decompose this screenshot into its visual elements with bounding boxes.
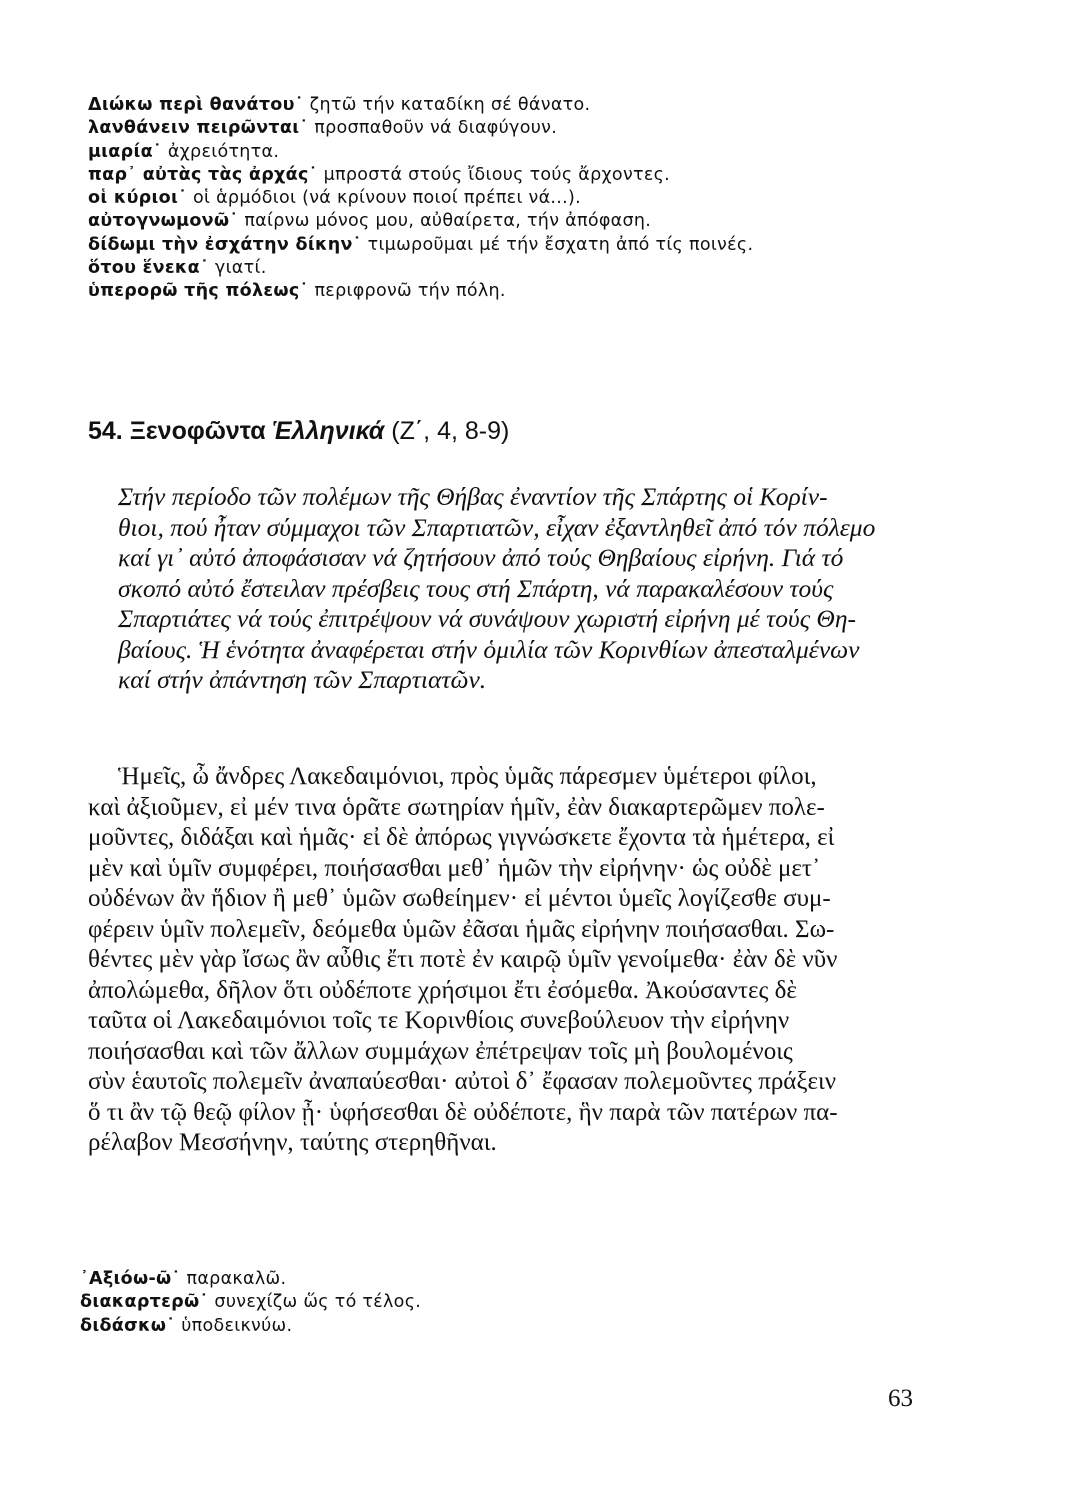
glossary-entry	[80, 1291, 980, 1314]
glossary-definition: περιφρονῶ τήν πόλη.	[314, 281, 506, 302]
glossary-entry	[88, 234, 988, 257]
glossary-definition: προσπαθοῦν νά διαφύγουν.	[314, 118, 558, 139]
glossary-definition: συνεχίζω ὥς τό τέλος.	[214, 1292, 422, 1313]
glossary-term: ὑπερορῶ τῆς πόλεως˙	[88, 281, 309, 302]
glossary-term: ᾽Αξιόω-ῶ˙	[80, 1269, 181, 1289]
intro-line: θιοι, πού ἦταν σύμμαχοι τῶν Σπαρτιατῶν, εἶχαν ἐξαντληθεῖ ἀπό τόν πόλεμο	[118, 512, 876, 542]
text-line: καὶ ἀξιοῦμεν, εἰ μέν τινα ὁρᾶτε σωτηρίαν ἡμῖν, ἐὰν διακαρτερῶμεν πολε-	[88, 793, 825, 821]
glossary-term: Διώκω περὶ θανάτου˙	[88, 95, 304, 115]
intro-line: καί γι᾽ αὐτό ἀποφάσισαν νά ζητήσουν ἀπό τούς Θηβαίους εἰρήνη. Γιά τό	[118, 543, 844, 572]
intro-line: Στήν περίοδο τῶν πολέμων τῆς Θήβας ἐναντίον τῆς Σπάρτης οἱ Κορίν-	[118, 482, 828, 511]
glossary-term: δίδωμι τὴν ἐσχάτην δίκην˙	[88, 234, 362, 255]
section-heading	[88, 416, 509, 446]
glossary-term: διακαρτερῶ˙	[80, 1292, 209, 1313]
glossary-definition: παρακαλῶ.	[186, 1269, 287, 1289]
section-work-title: Ἑλληνικά	[272, 417, 385, 445]
intro-line: καί στήν ἀπάντηση τῶν Σπαρτιατῶν.	[118, 665, 487, 694]
glossary-term: οἱ κύριοι˙	[88, 188, 188, 209]
glossary-bottom	[80, 1268, 980, 1338]
intro-line: Σπαρτιάτες νά τούς ἐπιτρέψουν νά συνάψουν χωριστή εἰρήνη μέ τούς Θη-	[118, 604, 856, 633]
glossary-term: παρ᾽ αὐτὰς τὰς ἀρχάς˙	[88, 164, 318, 185]
glossary-term: μιαρία˙	[88, 141, 162, 162]
glossary-top	[88, 94, 988, 304]
glossary-definition: οἱ ἁρμόδιοι (νά κρίνουν ποιοί πρέπει νά...).	[193, 188, 582, 209]
glossary-definition: τιμωροῦμαι μέ τήν ἔσχατη ἀπό τίς ποινές.	[367, 234, 754, 255]
text-line: ὅ τι ἂν τῷ θεῷ φίλον ᾖ· ὑφήσεσθαι δὲ οὐδέποτε, ἣν παρὰ τῶν πατέρων πα-	[88, 1098, 838, 1126]
section-reference: (Ζ΄, 4, 8-9)	[391, 417, 510, 445]
glossary-definition: ἀχρειότητα.	[167, 141, 280, 162]
ancient-greek-text	[88, 762, 988, 1159]
glossary-definition: παίρνω μόνος μου, αὐθαίρετα, τήν ἀπόφαση.	[244, 211, 652, 232]
glossary-entry	[88, 117, 988, 140]
glossary-entry	[88, 141, 988, 164]
section-author: Ξενοφῶντα	[129, 417, 266, 445]
text-line: Ἡμεῖς, ὦ ἄνδρες Λακεδαιμόνιοι, πρὸς ὑμᾶς πάρεσμεν ὑμέτεροι φίλοι,	[118, 763, 817, 790]
intro-line: βαίους. Ἡ ἑνότητα ἀναφέρεται στήν ὁμιλία τῶν Κορινθίων ἀπεσταλμένων	[118, 634, 860, 664]
text-line: ρέλαβον Μεσσήνην, ταύτης στερηθῆναι.	[88, 1129, 497, 1156]
glossary-entry	[88, 187, 988, 210]
glossary-definition: ὑποδεικνύω.	[181, 1315, 293, 1336]
glossary-definition: γιατί.	[214, 258, 267, 279]
text-line: ποιήσασθαι καὶ τῶν ἄλλων συμμάχων ἐπέτρεψαν τοῖς μὴ βουλομένοις	[88, 1037, 793, 1065]
glossary-term: διδάσκω˙	[80, 1315, 176, 1336]
glossary-entry	[80, 1268, 980, 1291]
text-line: ταῦτα οἱ Λακεδαιμόνιοι τοῖς τε Κορινθίοις συνεβούλευον τὴν εἰρήνην	[88, 1007, 790, 1034]
text-line: μὲν καὶ ὑμῖν συμφέρει, ποιήσασθαι μεθ᾽ ἡμῶν τὴν εἰρήνην· ὡς οὐδὲ μετ᾽	[88, 854, 821, 882]
glossary-term: ὅτου ἕνεκα˙	[88, 258, 210, 279]
glossary-term: λανθάνειν πειρῶνται˙	[88, 118, 309, 139]
glossary-entry	[80, 1315, 980, 1338]
glossary-entry	[88, 164, 988, 187]
glossary-entry	[88, 257, 988, 280]
intro-line: σκοπό αὐτό ἔστειλαν πρέσβεις τους στή Σπάρτη, νά παρακαλέσουν τούς	[118, 573, 834, 603]
section-number: 54.	[88, 417, 123, 445]
text-line: οὐδένων ἂν ἥδιον ἢ μεθ᾽ ὑμῶν σωθείημεν· εἰ μέντοι ὑμεῖς λογίζεσθε συμ-	[88, 885, 831, 912]
text-line: φέρειν ὑμῖν πολεμεῖν, δεόμεθα ὑμῶν ἐᾶσαι ἡμᾶς εἰρήνην ποιήσασθαι. Σω-	[88, 915, 835, 943]
glossary-entry	[88, 280, 988, 303]
glossary-definition: ζητῶ τήν καταδίκη σέ θάνατο.	[309, 95, 591, 115]
glossary-term: αὐτογνωμονῶ˙	[88, 211, 239, 232]
page-number: 63	[888, 1385, 913, 1412]
text-line: θέντες μὲν γὰρ ἴσως ἂν αὖθις ἔτι ποτὲ ἐν καιρῷ ὑμῖν γενοίμεθα· ἐὰν δὲ νῦν	[88, 946, 838, 973]
glossary-definition: μπροστά στούς ἴδιους τούς ἄρχοντες.	[323, 164, 671, 185]
text-line: ἀπολώμεθα, δῆλον ὅτι οὐδέποτε χρήσιμοι ἔτι ἐσόμεθα. Ἀκούσαντες δὲ	[88, 976, 797, 1004]
text-line: σὺν ἑαυτοῖς πολεμεῖν ἀναπαύεσθαι· αὐτοὶ δ᾽ ἔφασαν πολεμοῦντες πράξειν	[88, 1068, 837, 1095]
glossary-entry	[88, 210, 988, 233]
text-line: μοῦντες, διδάξαι καὶ ἡμᾶς· εἰ δὲ ἀπόρως γιγνώσκετε ἔχοντα τὰ ἡμέτερα, εἰ	[88, 824, 835, 851]
intro-paragraph	[118, 482, 958, 696]
glossary-entry	[88, 94, 988, 117]
